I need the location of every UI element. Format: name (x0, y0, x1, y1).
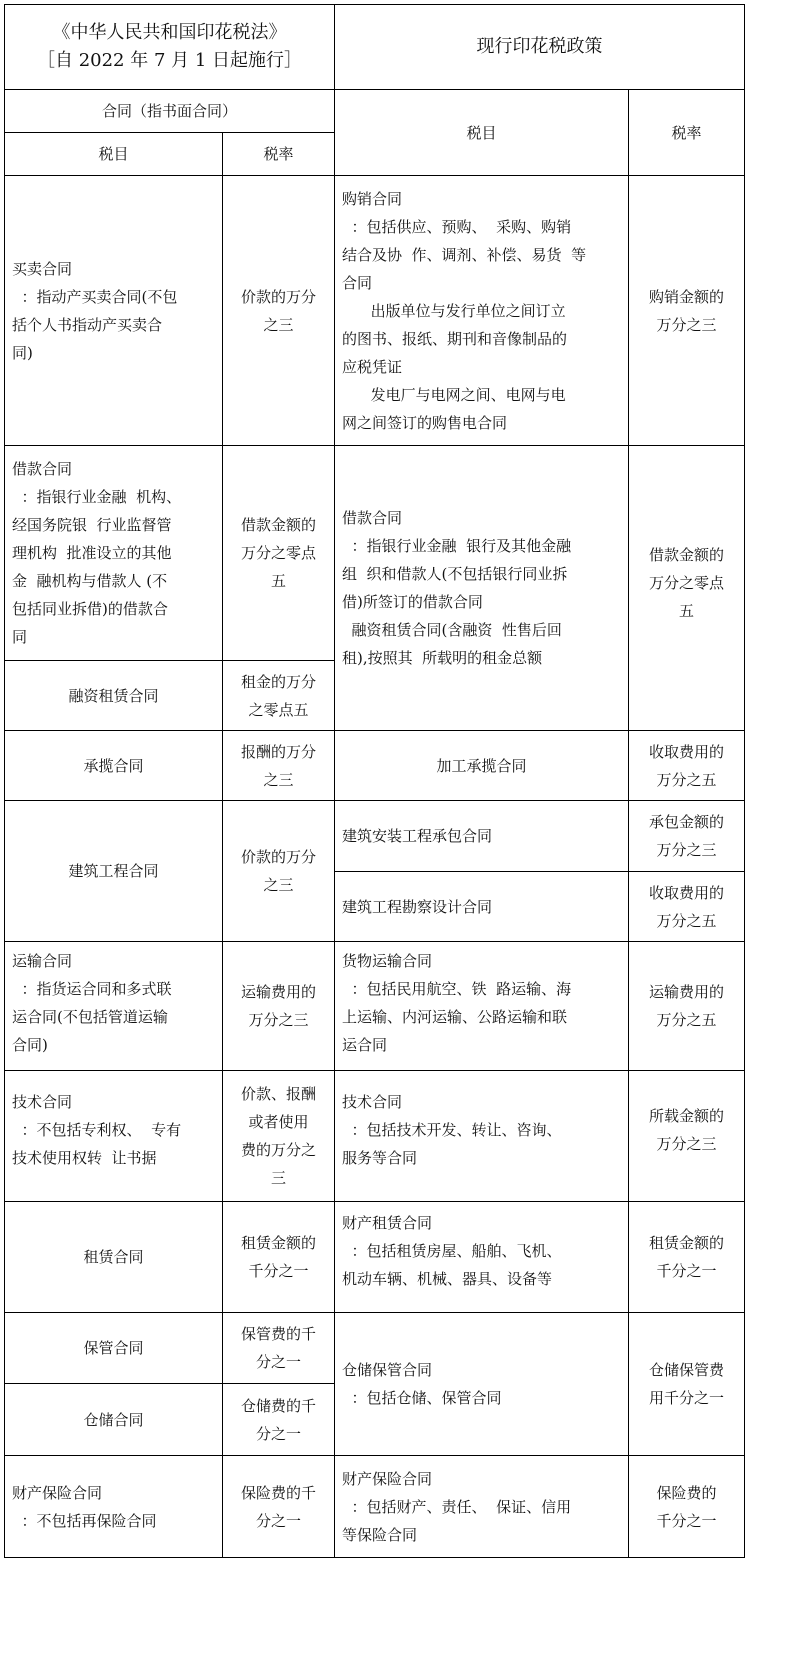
text-line: 保管费的千 (240, 1325, 316, 1343)
text-line: 仓储费的千 (240, 1396, 316, 1415)
text-line: 千分之一 (656, 1511, 717, 1530)
law-tax-item-header: 税目 (98, 145, 129, 163)
text-line: 合同) (12, 1036, 48, 1054)
law-title: 《中华人民共和国印花税法》 (52, 22, 287, 43)
processing-contracting-policy-rate (628, 730, 745, 801)
warehouse-custody-policy-rate (628, 1312, 745, 1456)
text-line: 运输合同 (12, 952, 73, 970)
insurance-law-rate (222, 1455, 335, 1558)
text-line: 租金的万分 (240, 672, 316, 691)
policy-tax-rate-header: 税率 (671, 123, 702, 142)
text-line: 仓储保管费 (648, 1361, 724, 1379)
construction-install-policy-item: 建筑安装工程承包合同 (342, 827, 493, 845)
finance-lease-law-rate (222, 660, 335, 731)
purchase-sale-contract-policy-rate (628, 175, 745, 446)
text-line: ：包括供应、预购、 采购、购销 (342, 217, 572, 236)
sale-contract-law-rate (222, 175, 335, 446)
custody-law-item: 保管合同 (83, 1339, 144, 1357)
text-line: 费的万分之 (240, 1141, 316, 1159)
law-header (4, 4, 335, 90)
property-insurance-policy-rate (628, 1455, 745, 1558)
construction-law-rate (222, 800, 335, 942)
text-line: 报酬的万分 (240, 742, 316, 761)
text-line: 包括同业拆借)的借款合 (12, 600, 168, 618)
text-line: ：指动产买卖合同(不包 (12, 287, 178, 306)
text-line: 括个人书指动产买卖合 (12, 315, 163, 334)
text-line: 应税凭证 (342, 357, 403, 376)
text-line: 结合及协 作、调剂、补偿、易货 等 (342, 245, 587, 264)
text-line: 之三 (263, 770, 294, 789)
contracting-law-rate (222, 730, 335, 801)
text-line: ：包括租赁房屋、船舶、飞机、 (342, 1242, 562, 1260)
text-line: 万分之三 (656, 841, 717, 859)
text-line: 万分之零点 (648, 574, 724, 592)
text-line: 收取费用的 (648, 883, 724, 902)
transport-law-item (4, 941, 223, 1071)
text-line: 万分之五 (656, 770, 717, 789)
text-line: 借)所签订的借款合同 (342, 593, 483, 611)
text-line: 万分之三 (248, 1011, 309, 1029)
text-line: 借款合同 (12, 460, 73, 478)
text-line: 购销金额的 (648, 287, 724, 306)
text-line: 财产租赁合同 (342, 1214, 433, 1232)
text-line: 万分之五 (656, 911, 717, 930)
text-line: 运输费用的 (240, 983, 316, 1001)
loan-contract-law-item (4, 445, 223, 661)
text-line: 万分之五 (656, 1011, 717, 1029)
text-line: 货物运输合同 (342, 952, 433, 970)
text-line: 技术合同 (342, 1093, 403, 1111)
text-line: 租),按照其 所载明的租金总额 (342, 649, 543, 667)
text-line: 借款金额的 (240, 516, 316, 534)
loan-contract-law-rate (222, 445, 335, 661)
text-line: 借款金额的 (648, 546, 724, 564)
lease-law-rate (222, 1201, 335, 1313)
text-line: 上运输、内河运输、公路运输和联 (342, 1008, 568, 1026)
text-line: 承包金额的 (648, 813, 724, 831)
construction-law-item: 建筑工程合同 (68, 862, 159, 880)
text-line: 保险费的 (656, 1483, 717, 1502)
warehouse-law-item: 仓储合同 (83, 1410, 144, 1429)
sale-contract-law-item (4, 175, 223, 446)
technology-law-item (4, 1070, 223, 1202)
processing-contracting-policy-item: 加工承揽合同 (436, 756, 527, 775)
text-line: 融资租赁合同(含融资 性售后回 (342, 621, 562, 639)
text-line: 用千分之一 (648, 1389, 724, 1407)
text-line: 网之间签订的购售电合同 (342, 413, 508, 432)
cargo-transport-policy-item (334, 941, 629, 1071)
text-line: 万分之零点 (240, 544, 316, 562)
text-line: 千分之一 (656, 1262, 717, 1280)
text-line: 技术合同 (12, 1093, 73, 1111)
text-line: 同 (12, 628, 28, 646)
text-line: 购销合同 (342, 189, 403, 208)
text-line: ：包括仓储、保管合同 (342, 1389, 502, 1407)
text-line: 五 (678, 602, 694, 620)
text-line: 合同 (342, 273, 373, 292)
survey-design-policy-item: 建筑工程勘察设计合同 (342, 897, 493, 916)
text-line: 运输费用的 (648, 983, 724, 1001)
text-line: 之零点五 (248, 700, 309, 719)
text-line: 金 融机构与借款人 (不 (12, 572, 168, 590)
text-line: 三 (270, 1169, 286, 1187)
text-line: 经国务院银 行业监督管 (12, 516, 172, 534)
text-line: ：包括技术开发、转让、咨询、 (342, 1121, 562, 1139)
loan-contract-policy-item (334, 445, 629, 731)
text-line: ：指银行业金融 银行及其他金融 (342, 537, 572, 555)
text-line: ：指货运合同和多式联 (12, 980, 172, 998)
text-line: 或者使用 (248, 1113, 309, 1131)
text-line: 分之一 (255, 1511, 301, 1530)
insurance-law-item (4, 1455, 223, 1558)
contracting-law-item: 承揽合同 (83, 756, 144, 775)
text-line: 机动车辆、机械、器具、设备等 (342, 1270, 553, 1288)
finance-lease-law-item: 融资租赁合同 (68, 686, 159, 705)
survey-design-policy-rate (628, 871, 745, 942)
law-tax-rate-header: 税率 (263, 145, 294, 163)
text-line: 租赁金额的 (648, 1234, 724, 1252)
text-line: 所载金额的 (648, 1107, 724, 1125)
text-line: 万分之三 (656, 1135, 717, 1153)
text-line: 技术使用权转 让书据 (12, 1149, 157, 1167)
text-line: 之三 (263, 315, 294, 334)
property-lease-policy-item (334, 1201, 629, 1313)
current-policy-header: 现行印花税政策 (476, 36, 603, 57)
text-line: 财产保险合同 (12, 1483, 103, 1502)
transport-law-rate (222, 941, 335, 1071)
text-line: 价款、报酬 (240, 1085, 316, 1103)
text-line: 仓储保管合同 (342, 1361, 433, 1379)
technology-law-rate (222, 1070, 335, 1202)
text-line: 收取费用的 (648, 742, 724, 761)
cargo-transport-policy-rate (628, 941, 745, 1071)
text-line: 价款的万分 (240, 287, 316, 306)
text-line: 理机构 批准设立的其他 (12, 544, 172, 562)
policy-tax-item-header: 税目 (466, 123, 497, 142)
text-line: 借款合同 (342, 509, 403, 527)
text-line: 价款的万分 (240, 848, 316, 866)
loan-contract-policy-rate (628, 445, 745, 731)
text-line: 发电厂与电网之间、电网与电 (342, 385, 566, 404)
property-insurance-policy-item (334, 1455, 629, 1558)
text-line: 组 织和借款人(不包括银行同业拆 (342, 565, 568, 583)
technology-policy-rate (628, 1070, 745, 1202)
text-line: 分之一 (255, 1353, 301, 1371)
text-line: ：包括民用航空、铁 路运输、海 (342, 980, 572, 998)
construction-install-policy-rate (628, 800, 745, 872)
text-line: 保险费的千 (240, 1483, 316, 1502)
text-line: 买卖合同 (12, 259, 73, 278)
text-line: 分之一 (255, 1424, 301, 1443)
text-line: 服务等合同 (342, 1149, 418, 1167)
text-line: 租赁金额的 (240, 1234, 316, 1252)
warehouse-custody-policy-item (334, 1312, 629, 1456)
text-line: 同) (12, 343, 33, 362)
text-line: 千分之一 (248, 1262, 309, 1280)
property-lease-policy-rate (628, 1201, 745, 1313)
text-line: 万分之三 (656, 315, 717, 334)
text-line: ：不包括专利权、 专有 (12, 1121, 182, 1139)
text-line: 五 (270, 572, 286, 590)
lease-law-item: 租赁合同 (83, 1248, 144, 1266)
text-line: 之三 (263, 876, 294, 894)
text-line: ：包括财产、责任、 保证、信用 (342, 1497, 572, 1516)
technology-policy-item (334, 1070, 629, 1202)
text-line: 运合同(不包括管道运输 (12, 1008, 168, 1026)
text-line: 财产保险合同 (342, 1469, 433, 1488)
contract-group-header: 合同（指书面合同） (101, 102, 237, 120)
text-line: 出版单位与发行单位之间订立 (342, 301, 566, 320)
text-line: 运合同 (342, 1036, 388, 1054)
tax-comparison-table (4, 4, 745, 1658)
warehouse-law-rate (222, 1383, 335, 1456)
text-line: 的图书、报纸、期刊和音像制品的 (342, 329, 568, 348)
text-line: 等保险合同 (342, 1525, 418, 1544)
text-line: ：不包括再保险合同 (12, 1511, 157, 1530)
purchase-sale-contract-policy-item (334, 175, 629, 446)
text-line: ：指银行业金融 机构、 (12, 488, 182, 506)
custody-law-rate (222, 1312, 335, 1384)
law-effective-date: ［自 2022 年 7 月 1 日起施行］ (36, 50, 303, 71)
